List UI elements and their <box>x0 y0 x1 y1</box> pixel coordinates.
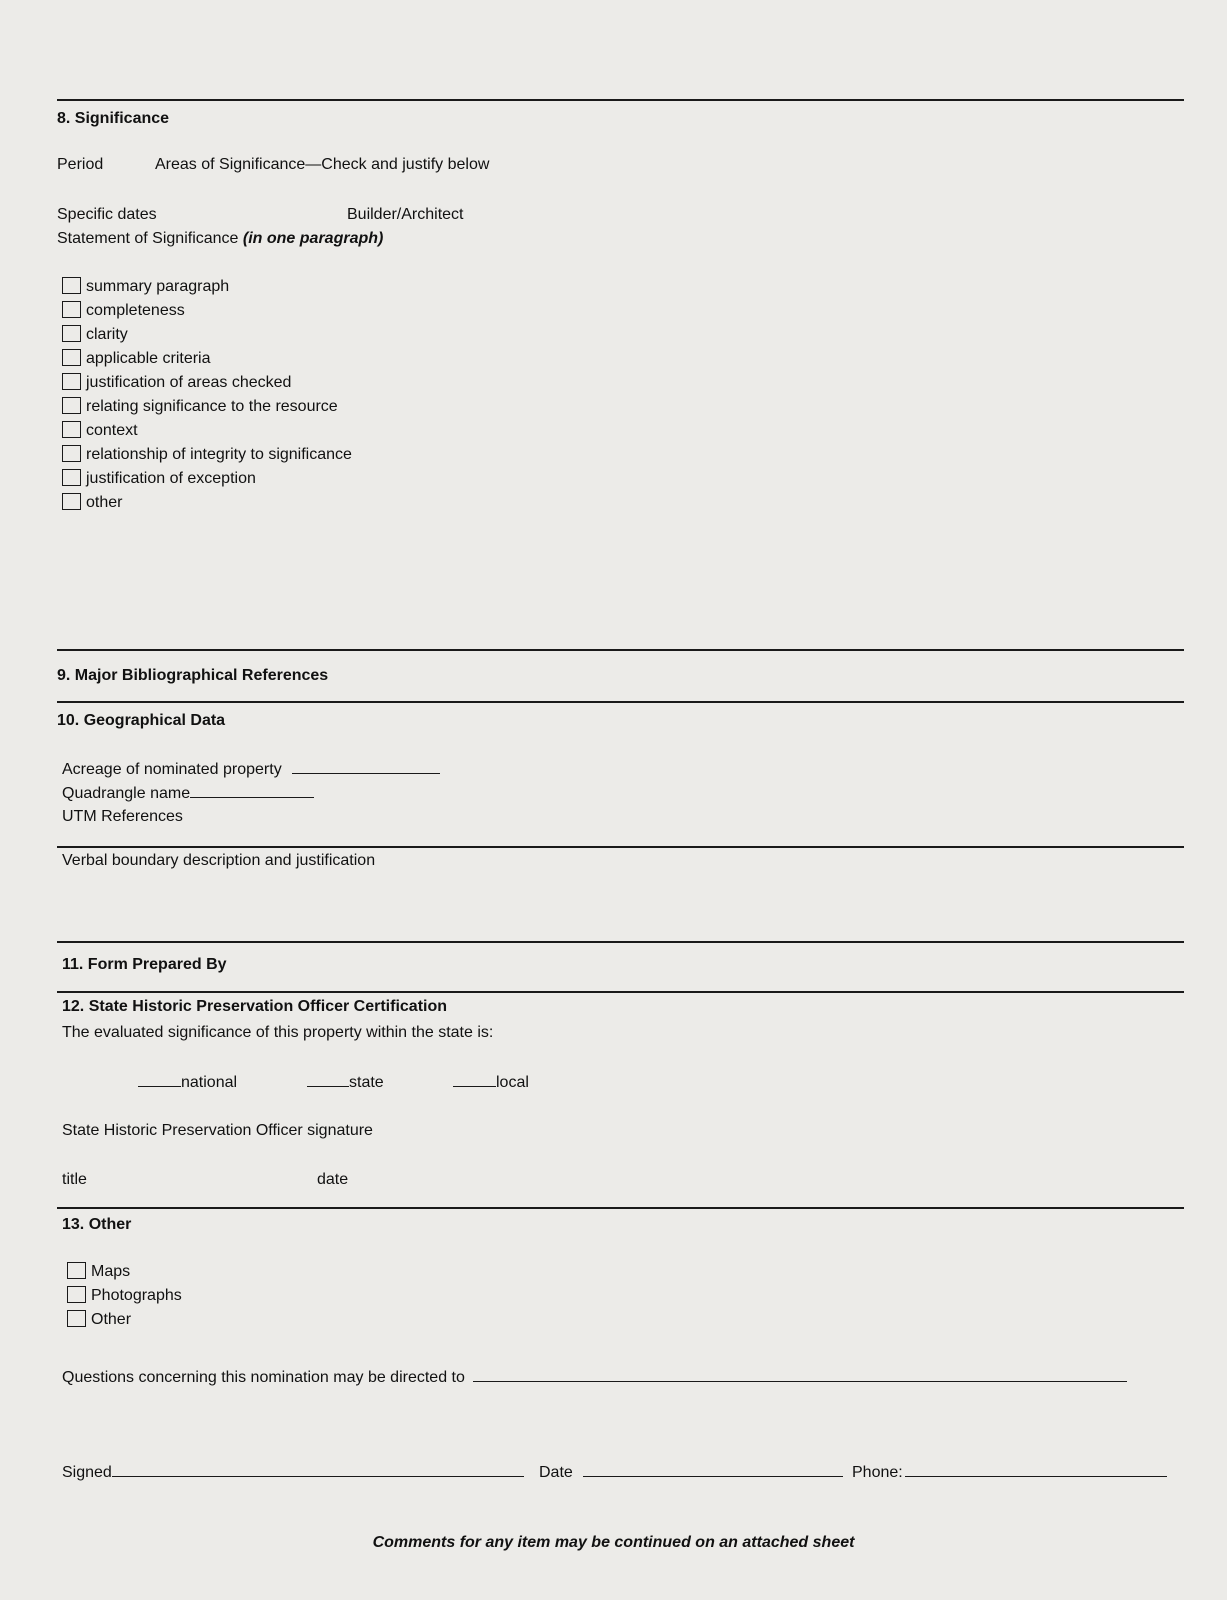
national-label: national <box>181 1074 238 1091</box>
signed-blank[interactable] <box>112 1462 524 1477</box>
checkbox[interactable] <box>67 1286 86 1303</box>
phone-label: Phone: <box>852 1464 903 1481</box>
statement-label-text: Statement of Significance <box>57 230 239 247</box>
other-item-label: Other <box>91 1311 132 1328</box>
checklist-label: justification of exception <box>86 470 256 487</box>
acreage-field[interactable] <box>62 759 440 779</box>
other-item[interactable] <box>67 1286 182 1305</box>
checklist-item[interactable] <box>62 301 185 320</box>
checkbox[interactable] <box>62 397 81 414</box>
certification-intro: The evaluated significance of this property within the state is: <box>62 1024 494 1041</box>
state-blank[interactable] <box>307 1072 349 1087</box>
section-divider <box>57 991 1184 993</box>
checkbox[interactable] <box>67 1262 86 1279</box>
significance-local[interactable] <box>453 1072 529 1092</box>
section-12-title: 12. State Historic Preservation Officer Certification <box>62 998 448 1015</box>
checklist-label: applicable criteria <box>86 350 211 367</box>
questions-label: Questions concerning this nomination may be directed to <box>62 1369 465 1386</box>
section-divider <box>57 649 1184 651</box>
areas-of-significance-label: Areas of Significance—Check and justify below <box>155 156 490 173</box>
checklist-label: clarity <box>86 326 128 343</box>
checklist-label: relating significance to the resource <box>86 398 338 415</box>
checklist-item[interactable] <box>62 421 138 440</box>
footer-note: Comments for any item may be continued on an attached sheet <box>372 1534 855 1551</box>
other-item[interactable] <box>67 1262 130 1281</box>
state-label: state <box>349 1074 384 1091</box>
section-divider <box>57 941 1184 943</box>
checklist-item[interactable] <box>62 277 229 296</box>
shpo-date-label: date <box>317 1171 349 1188</box>
statement-of-significance-label <box>57 229 383 248</box>
checklist-item[interactable] <box>62 445 352 464</box>
quadrangle-blank[interactable] <box>190 783 314 798</box>
checklist-item[interactable] <box>62 349 211 368</box>
significance-state[interactable] <box>307 1072 384 1092</box>
checklist-label: summary paragraph <box>86 278 230 295</box>
section-divider <box>57 701 1184 703</box>
signed-field[interactable] <box>62 1462 524 1482</box>
shpo-title-label: title <box>62 1171 87 1188</box>
acreage-blank[interactable] <box>292 759 440 774</box>
checklist-label: justification of areas checked <box>86 374 292 391</box>
shpo-signature-label: State Historic Preservation Officer signature <box>62 1122 373 1139</box>
checkbox[interactable] <box>62 445 81 462</box>
period-label: Period <box>57 156 104 173</box>
quadrangle-field[interactable] <box>62 783 314 803</box>
other-item-label: Photographs <box>91 1287 182 1304</box>
questions-field[interactable] <box>62 1367 1127 1387</box>
checkbox[interactable] <box>62 493 81 510</box>
checklist-item[interactable] <box>62 325 128 344</box>
checkbox[interactable] <box>62 349 81 366</box>
national-blank[interactable] <box>138 1072 181 1087</box>
checklist-label: relationship of integrity to significance <box>86 446 352 463</box>
checklist-item[interactable] <box>62 373 291 392</box>
specific-dates-label: Specific dates <box>57 206 157 223</box>
checkbox[interactable] <box>67 1310 86 1327</box>
sign-date-field[interactable] <box>539 1462 843 1482</box>
section-divider <box>57 1207 1184 1209</box>
other-item[interactable] <box>67 1310 131 1329</box>
acreage-label: Acreage of nominated property <box>62 761 282 778</box>
signed-label: Signed <box>62 1464 112 1481</box>
phone-blank[interactable] <box>905 1462 1167 1477</box>
section-divider <box>57 846 1184 848</box>
quadrangle-label: Quadrangle name <box>62 785 191 802</box>
checklist-item[interactable] <box>62 397 338 416</box>
section-9-title: 9. Major Bibliographical References <box>57 667 329 684</box>
local-blank[interactable] <box>453 1072 496 1087</box>
checkbox[interactable] <box>62 469 81 486</box>
checklist-label: completeness <box>86 302 185 319</box>
checkbox[interactable] <box>62 325 81 342</box>
significance-national[interactable] <box>138 1072 237 1092</box>
checklist-item[interactable] <box>62 469 256 488</box>
checklist-item[interactable] <box>62 493 122 512</box>
section-11-title: 11. Form Prepared By <box>62 956 227 973</box>
section-divider <box>57 99 1184 101</box>
statement-note: (in one paragraph) <box>242 230 384 247</box>
checkbox[interactable] <box>62 301 81 318</box>
other-item-label: Maps <box>91 1263 131 1280</box>
section-13-title: 13. Other <box>62 1216 132 1233</box>
section-8-title: 8. Significance <box>57 110 170 127</box>
checkbox[interactable] <box>62 421 81 438</box>
questions-blank[interactable] <box>473 1367 1127 1382</box>
builder-architect-label: Builder/Architect <box>347 206 464 223</box>
phone-field[interactable] <box>852 1462 1167 1482</box>
boundary-description-label: Verbal boundary description and justification <box>62 852 376 869</box>
local-label: local <box>496 1074 529 1091</box>
utm-references-label: UTM References <box>62 808 183 825</box>
sign-date-label: Date <box>539 1464 573 1481</box>
checkbox[interactable] <box>62 373 81 390</box>
checklist-label: other <box>86 494 123 511</box>
checkbox[interactable] <box>62 277 81 294</box>
section-10-title: 10. Geographical Data <box>57 712 226 729</box>
checklist-label: context <box>86 422 138 439</box>
sign-date-blank[interactable] <box>583 1462 843 1477</box>
